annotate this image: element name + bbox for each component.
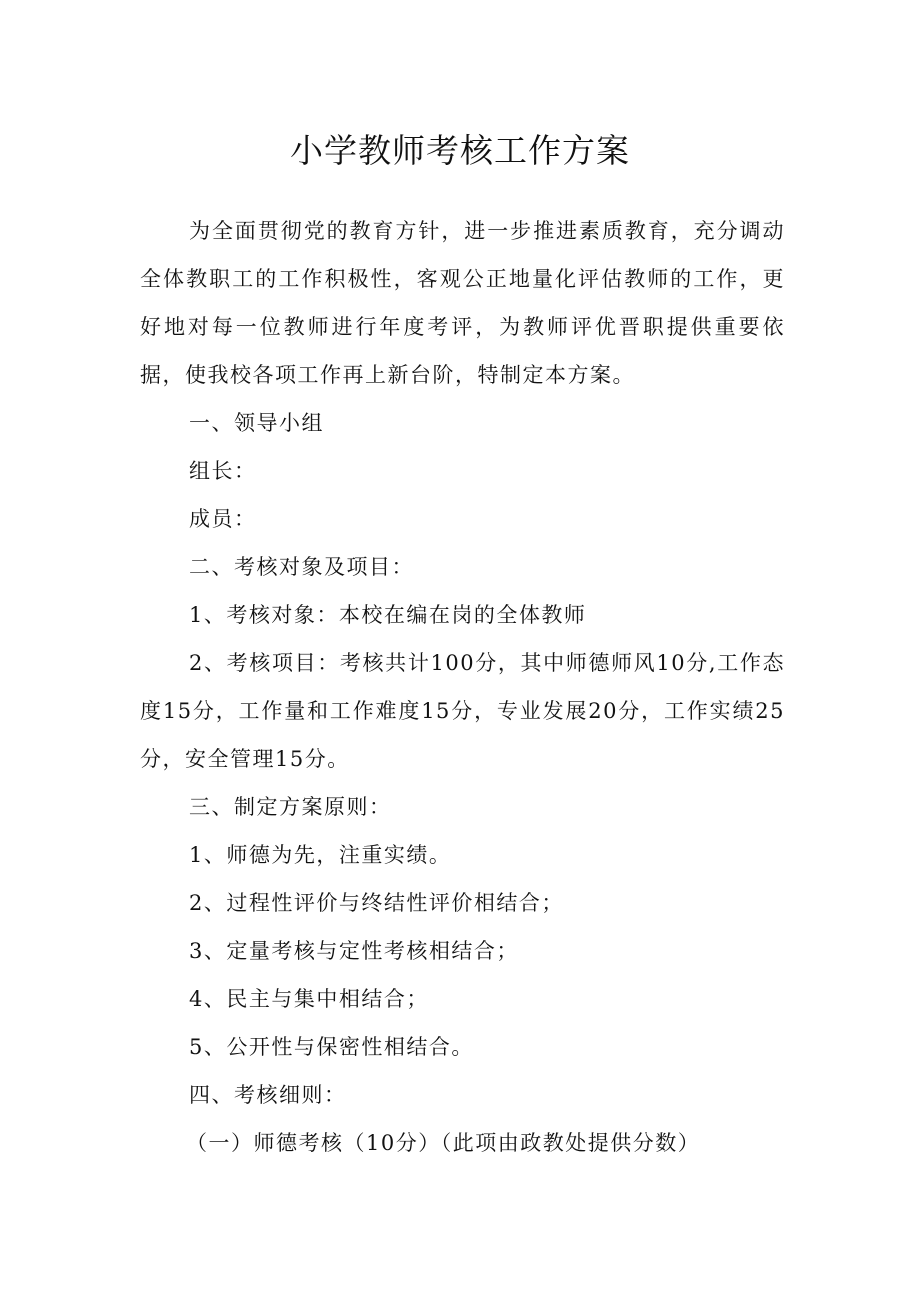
- principle-item: 2、过程性评价与终结性评价相结合；: [189, 891, 564, 915]
- document-title: 小学教师考核工作方案: [290, 131, 630, 170]
- principle-item: 3、定量考核与定性考核相结合；: [189, 939, 519, 963]
- section4-heading: 四、考核细则：: [189, 1083, 347, 1107]
- assessment-items-paragraph: 2、考核项目：考核共计100分，其中师德师风10分,工作态度15分，工作量和工作难度15分，专业发展20分，工作实绩25分，安全管理15分。: [140, 651, 785, 771]
- section2-heading: 二、考核对象及项目：: [189, 555, 414, 579]
- section3-heading: 三、制定方案原则：: [189, 795, 392, 819]
- leader-line: 组长：: [189, 459, 257, 483]
- principle-item: 4、民主与集中相结合；: [189, 987, 429, 1011]
- intro-paragraph: 为全面贯彻党的教育方针，进一步推进素质教育，充分调动全体教职工的工作积极性，客观公正地量化评估教师的工作，更好地对每一位教师进行年度考评，为教师评优晋职提供重要依据，使我校各项工作再上新台阶，特制定本方案。: [140, 219, 785, 387]
- members-line: 成员：: [189, 507, 257, 531]
- principle-item: 1、师德为先，注重实绩。: [189, 843, 452, 867]
- assessment-target-line: 1、考核对象：本校在编在岗的全体教师: [189, 603, 587, 627]
- section1-heading: 一、领导小组: [189, 411, 324, 435]
- ethics-assessment-subheading: （一）师德考核（10分）（此项由政教处提供分数）: [186, 1131, 701, 1155]
- principle-item: 5、公开性与保密性相结合。: [189, 1035, 474, 1059]
